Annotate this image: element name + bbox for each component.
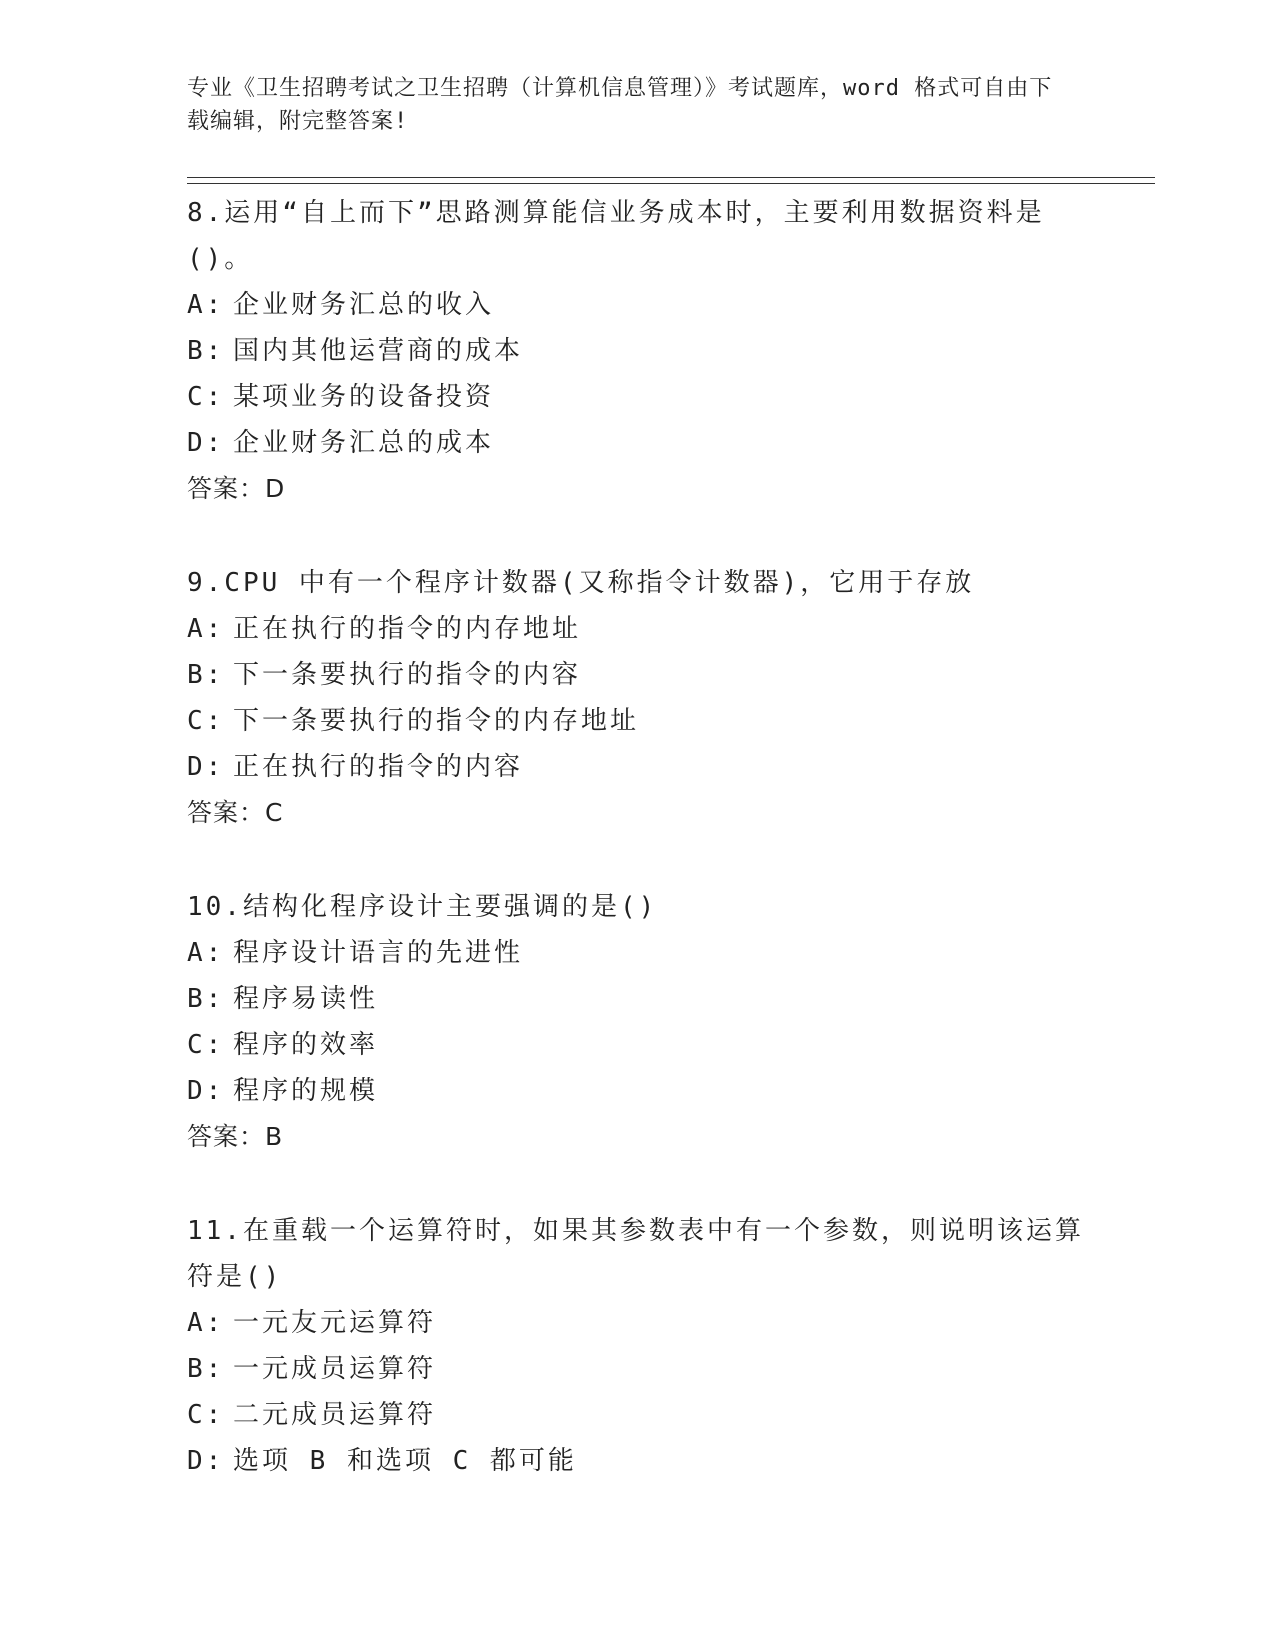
option-text: 正在执行的指令的内存地址 — [233, 614, 582, 644]
option-text: 企业财务汇总的收入 — [233, 290, 495, 320]
question-stem: 10.结构化程序设计主要强调的是() — [187, 892, 658, 922]
spacer — [187, 836, 1087, 884]
option-c — [187, 1392, 1087, 1438]
answer-line: 答案：C — [187, 798, 284, 827]
option-letter: D: — [187, 428, 225, 458]
document-header — [187, 72, 1067, 138]
option-text: 一元友元运算符 — [233, 1308, 437, 1338]
option-letter: C: — [187, 1030, 225, 1060]
option-a — [187, 606, 1087, 652]
option-text: 国内其他运营商的成本 — [233, 336, 524, 366]
option-d — [187, 744, 1087, 790]
question-list — [187, 190, 1087, 1484]
option-letter: B: — [187, 660, 225, 690]
answer-line: 答案：D — [187, 474, 286, 503]
option-text: 程序易读性 — [233, 984, 379, 1014]
option-a — [187, 1300, 1087, 1346]
header-text: 专业《卫生招聘考试之卫生招聘（计算机信息管理）》考试题库，word 格式可自由下载编辑，附完整答案! — [187, 76, 1053, 134]
option-letter: B: — [187, 984, 225, 1014]
option-b — [187, 652, 1087, 698]
option-b — [187, 1346, 1087, 1392]
option-text: 企业财务汇总的成本 — [233, 428, 495, 458]
option-b — [187, 328, 1087, 374]
spacer — [187, 1160, 1087, 1208]
option-text: 选项 B 和选项 C 都可能 — [233, 1446, 577, 1476]
option-letter: B: — [187, 1354, 225, 1384]
answer-line: 答案：B — [187, 1122, 284, 1151]
question-9 — [187, 560, 1087, 836]
question-11 — [187, 1208, 1087, 1484]
option-a — [187, 282, 1087, 328]
question-8 — [187, 190, 1087, 512]
option-d — [187, 1068, 1087, 1114]
question-10 — [187, 884, 1087, 1160]
option-letter: D: — [187, 752, 225, 782]
option-text: 某项业务的设备投资 — [233, 382, 495, 412]
option-text: 二元成员运算符 — [233, 1400, 437, 1430]
question-stem: 9.CPU 中有一个程序计数器(又称指令计数器)，它用于存放 — [187, 568, 975, 598]
option-c — [187, 698, 1087, 744]
option-text: 程序设计语言的先进性 — [233, 938, 524, 968]
option-b — [187, 976, 1087, 1022]
option-text: 程序的效率 — [233, 1030, 379, 1060]
option-text: 下一条要执行的指令的内容 — [233, 660, 582, 690]
option-letter: A: — [187, 1308, 225, 1338]
option-d — [187, 1438, 1087, 1484]
option-text: 程序的规模 — [233, 1076, 379, 1106]
option-text: 正在执行的指令的内容 — [233, 752, 524, 782]
option-letter: C: — [187, 1400, 225, 1430]
option-letter: A: — [187, 290, 225, 320]
question-stem: 8.运用“自上而下”思路测算能信业务成本时，主要利用数据资料是()。 — [187, 198, 1045, 274]
option-d — [187, 420, 1087, 466]
header-divider-bottom — [187, 183, 1155, 184]
question-stem: 11.在重载一个运算符时，如果其参数表中有一个参数，则说明该运算符是() — [187, 1216, 1084, 1292]
option-c — [187, 374, 1087, 420]
option-text: 下一条要执行的指令的内存地址 — [233, 706, 640, 736]
option-c — [187, 1022, 1087, 1068]
header-divider-top — [187, 177, 1155, 178]
option-letter: B: — [187, 336, 225, 366]
option-text: 一元成员运算符 — [233, 1354, 437, 1384]
option-letter: D: — [187, 1076, 225, 1106]
option-letter: D: — [187, 1446, 225, 1476]
option-a — [187, 930, 1087, 976]
option-letter: C: — [187, 706, 225, 736]
spacer — [187, 512, 1087, 560]
option-letter: C: — [187, 382, 225, 412]
option-letter: A: — [187, 938, 225, 968]
option-letter: A: — [187, 614, 225, 644]
